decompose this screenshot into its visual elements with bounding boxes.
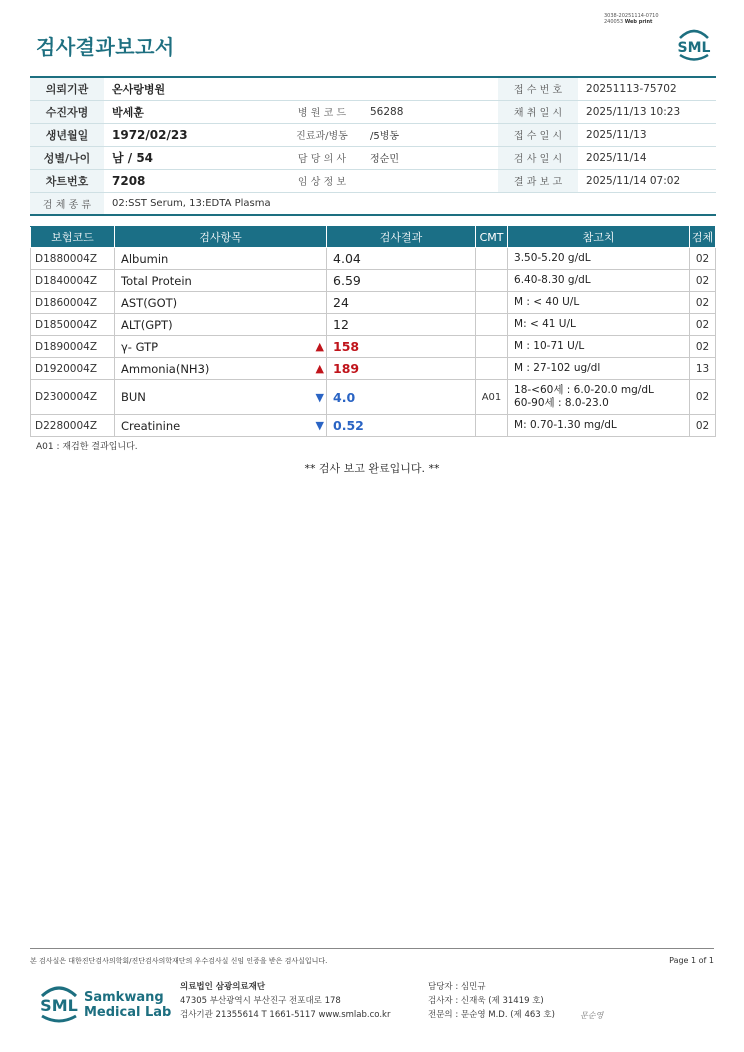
collect-date-value: 2025/11/13 10:23 — [578, 100, 716, 123]
row-code: D1920004Z — [31, 358, 115, 380]
row-ref: M: 0.70-1.30 mg/dL — [508, 415, 690, 437]
table-row — [31, 380, 716, 415]
results-header-row — [31, 227, 716, 248]
info-row — [30, 146, 716, 169]
logo-text: SML — [677, 40, 711, 56]
report-complete-text: ** 검사 보고 완료입니다. ** — [304, 462, 440, 475]
name-value: 박세훈 — [104, 100, 282, 123]
page-title: 검사결과보고서 — [36, 35, 175, 59]
row-ref: M: < 41 U/L — [508, 314, 690, 336]
specimen-value: 02:SST Serum, 13:EDTA Plasma — [104, 192, 716, 215]
print-id-type: Web print — [624, 19, 653, 25]
row-ref: M : 27-102 ug/dl — [508, 358, 690, 380]
row-spec: 02 — [690, 336, 716, 358]
brand-name — [84, 990, 171, 1020]
col-header-item: 검사항목 — [115, 227, 327, 248]
col-header-ref: 참고치 — [508, 227, 690, 248]
chart-no-label: 차트번호 — [30, 169, 104, 192]
name-label: 수진자명 — [30, 100, 104, 123]
staff-manager: 담당자 : 심민규 — [428, 982, 486, 992]
info-row — [30, 100, 716, 123]
print-id-line1: 3038-20251114-0710 — [604, 13, 659, 19]
test-date-value: 2025/11/14 — [578, 146, 716, 169]
row-code: D1890004Z — [31, 336, 115, 358]
row-cmt — [476, 270, 508, 292]
row-ref: 3.50-5.20 g/dL — [508, 248, 690, 270]
col-header-spec: 검체 — [690, 227, 716, 248]
staff-tester: 검사자 : 신재욱 (제 31419 호) — [428, 996, 544, 1006]
row-cmt — [476, 314, 508, 336]
row-spec: 13 — [690, 358, 716, 380]
dept-label: 진료과/병동 — [282, 123, 362, 146]
org-address: 47305 부산광역시 부산진구 전포대로 178 — [180, 996, 341, 1006]
row-ref-line2: 60-90세 : 8.0-23.0 — [514, 397, 609, 409]
table-row — [31, 248, 716, 270]
row-result: 4.04 — [327, 248, 476, 270]
low-flag-icon: ▼ — [311, 380, 327, 415]
row-item: Albumin — [115, 248, 311, 270]
org-contact: 검사기관 21355614 T 1661-5117 www.smlab.co.kr — [180, 1010, 391, 1020]
row-cmt — [476, 248, 508, 270]
info-row — [30, 192, 716, 215]
row-code: D1860004Z — [31, 292, 115, 314]
high-flag-icon: ▲ — [311, 358, 327, 380]
table-row — [31, 358, 716, 380]
receipt-no-value: 20251113-75702 — [578, 77, 716, 100]
report-date-value: 2025/11/14 07:02 — [578, 169, 716, 192]
row-result: 12 — [327, 314, 476, 336]
row-flag — [311, 292, 327, 314]
collect-date-label: 채 취 일 시 — [498, 100, 578, 123]
patient-info-table — [30, 76, 716, 216]
row-cmt — [476, 358, 508, 380]
info-row — [30, 169, 716, 192]
birth-value: 1972/02/23 — [104, 123, 282, 146]
print-id — [604, 13, 659, 25]
row-item: Creatinine — [115, 415, 311, 437]
row-cmt — [476, 415, 508, 437]
row-cmt — [476, 292, 508, 314]
table-row — [31, 314, 716, 336]
row-code: D1850004Z — [31, 314, 115, 336]
row-item: γ- GTP — [115, 336, 311, 358]
low-flag-icon: ▼ — [311, 415, 327, 437]
row-code: D1880004Z — [31, 248, 115, 270]
row-code: D1840004Z — [31, 270, 115, 292]
report-date-label: 결 과 보 고 — [498, 169, 578, 192]
brand-line2: Medical Lab — [84, 1005, 172, 1020]
row-cmt: A01 — [476, 380, 508, 415]
receipt-date-label: 접 수 일 시 — [498, 123, 578, 146]
row-result: 6.59 — [327, 270, 476, 292]
row-ref-line1: 18-<60세 : 6.0-20.0 mg/dL — [514, 384, 654, 396]
row-ref: M : 10-71 U/L — [508, 336, 690, 358]
table-row — [31, 292, 716, 314]
row-flag — [311, 270, 327, 292]
print-id-code: 240053 — [604, 19, 624, 25]
clinical-label: 임 상 정 보 — [282, 169, 362, 192]
row-item: BUN — [115, 380, 311, 415]
specimen-label: 검 체 종 류 — [30, 192, 104, 215]
staff-specialist: 전문의 : 문순영 M.D. (제 463 호) — [428, 1010, 555, 1020]
table-row — [31, 415, 716, 437]
signature: 문순영 — [580, 1011, 604, 1020]
col-header-cmt: CMT — [476, 227, 508, 248]
row-item: AST(GOT) — [115, 292, 311, 314]
comment-note: A01 : 재검한 결과입니다. — [36, 442, 138, 452]
org-info — [180, 980, 390, 1022]
row-spec: 02 — [690, 292, 716, 314]
row-result: 0.52 — [327, 415, 476, 437]
row-result: 189 — [327, 358, 476, 380]
row-result: 158 — [327, 336, 476, 358]
row-spec: 02 — [690, 314, 716, 336]
footer-divider — [30, 948, 714, 949]
row-cmt — [476, 336, 508, 358]
receipt-no-label: 접 수 번 호 — [498, 77, 578, 100]
certification-text: 본 검사실은 대한진단검사의학회/진단검사의학재단의 우수검사실 신임 인증을 받은 검사실입니다. — [30, 957, 328, 965]
bottom-logo-text: SML — [40, 996, 78, 1015]
row-item: Ammonia(NH3) — [115, 358, 311, 380]
row-flag — [311, 248, 327, 270]
col-header-result: 검사결과 — [327, 227, 476, 248]
info-row — [30, 123, 716, 146]
birth-label: 생년월일 — [30, 123, 104, 146]
institution-value: 온사랑병원 — [104, 77, 498, 100]
test-date-label: 검 사 일 시 — [498, 146, 578, 169]
info-row — [30, 77, 716, 100]
receipt-date-value: 2025/11/13 — [578, 123, 716, 146]
row-spec: 02 — [690, 270, 716, 292]
row-ref: 6.40-8.30 g/dL — [508, 270, 690, 292]
hospital-code-value: 56288 — [362, 100, 498, 123]
sml-logo-icon — [672, 26, 716, 64]
row-spec: 02 — [690, 380, 716, 415]
table-row — [31, 336, 716, 358]
row-spec: 02 — [690, 415, 716, 437]
row-code: D2280004Z — [31, 415, 115, 437]
row-result: 24 — [327, 292, 476, 314]
row-item: Total Protein — [115, 270, 311, 292]
row-ref: M : < 40 U/L — [508, 292, 690, 314]
staff-info — [428, 980, 555, 1022]
results-table — [30, 226, 716, 437]
page-number: Page 1 of 1 — [669, 956, 714, 965]
clinical-value — [362, 169, 498, 192]
institution-label: 의뢰기관 — [30, 77, 104, 100]
hospital-code-label: 병 원 코 드 — [282, 100, 362, 123]
brand-line1: Samkwang — [84, 990, 164, 1005]
doctor-label: 담 당 의 사 — [282, 146, 362, 169]
row-spec: 02 — [690, 248, 716, 270]
row-flag — [311, 314, 327, 336]
sex-age-value: 남 / 54 — [104, 146, 282, 169]
high-flag-icon: ▲ — [311, 336, 327, 358]
chart-no-value: 7208 — [104, 169, 282, 192]
row-code: D2300004Z — [31, 380, 115, 415]
sex-age-label: 성별/나이 — [30, 146, 104, 169]
row-item: ALT(GPT) — [115, 314, 311, 336]
org-name: 의료법인 삼광의료재단 — [180, 982, 266, 992]
col-header-code: 보험코드 — [31, 227, 115, 248]
dept-value: /5병동 — [362, 123, 498, 146]
table-row — [31, 270, 716, 292]
row-ref — [508, 380, 690, 415]
doctor-value: 정순민 — [362, 146, 498, 169]
row-result: 4.0 — [327, 380, 476, 415]
samkwang-logo-icon — [36, 980, 82, 1026]
